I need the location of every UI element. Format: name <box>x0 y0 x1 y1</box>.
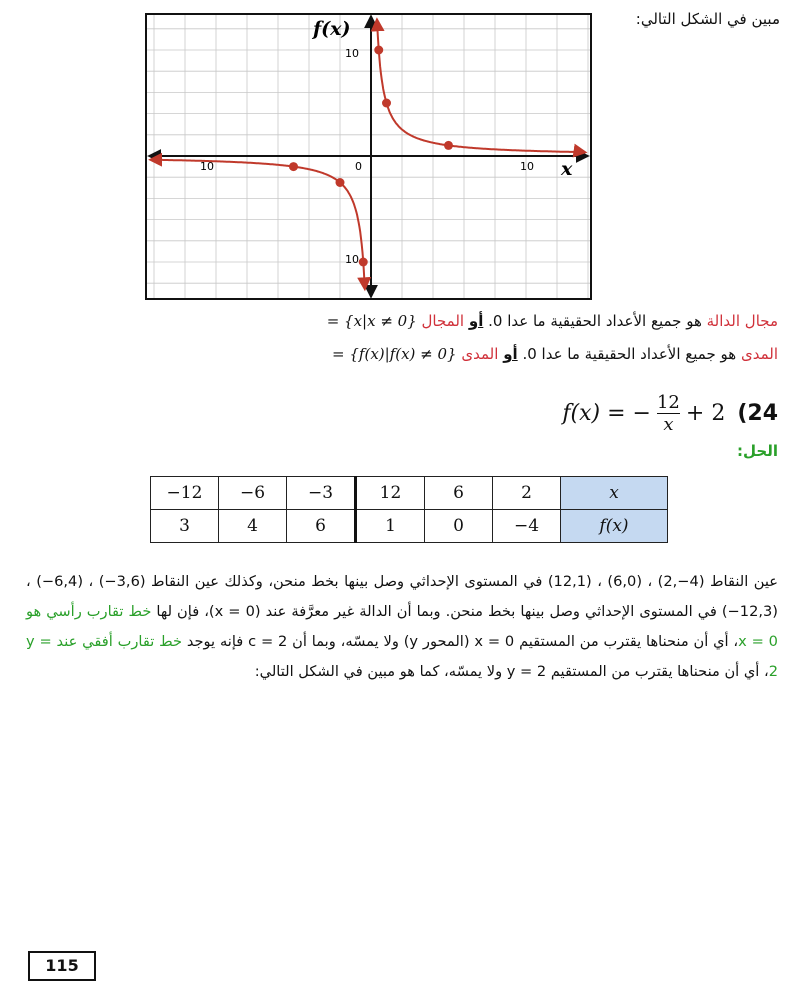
domain-label: المجال <box>421 312 465 330</box>
range-or: أو <box>503 345 518 363</box>
table-cell: −12 <box>151 477 219 510</box>
table-cell: 6 <box>425 477 493 510</box>
table-header-fx: f(x) <box>561 510 668 543</box>
fraction-numerator: 12 <box>656 392 680 413</box>
domain-text: هو جميع الأعداد الحقيقية ما عدا 0. <box>488 312 702 330</box>
problem-24 <box>562 392 778 435</box>
graph-point <box>336 178 345 187</box>
domain-line <box>40 312 778 330</box>
table-header-x: x <box>561 477 668 510</box>
solution-paragraph <box>26 567 778 687</box>
fraction-denominator: x <box>663 414 674 435</box>
graph-point <box>374 46 383 55</box>
table-cell: 0 <box>425 510 493 543</box>
paragraph-part-3: ، أي أن منحناها يقترب من المستقيم y = 2 ولا يمسّه، كما هو مبين في الشكل التالي: <box>254 663 769 680</box>
problem-number: (24 <box>737 401 778 426</box>
paragraph-part-2: ، أي أن منحناها يقترب من المستقيم x = 0 (المحور y) ولا يمسّه، وبما أن c = 2 فإنه يوجد <box>186 633 739 650</box>
x-tick-zero: 0 <box>355 160 362 173</box>
table-cell: 1 <box>356 510 425 543</box>
table-cell: 6 <box>287 510 356 543</box>
domain-math: = {x|x ≠ 0} <box>326 312 417 330</box>
range-math: = {f(x)|f(x) ≠ 0} <box>332 345 457 363</box>
paragraph-part-1: عين النقاط (4−,2) ، (6,0) ، (12,1) في المستوى الإحداثي وصل بينها بخط منحن، وكذلك عين النقاط (3,6−) ، (6,4−) ، (12,3−) في المستوى الإحداثي وصل بينها بخط منحن. وبما أن الدالة غير معرَّفة عند (x = 0)، فإن لها <box>26 573 778 620</box>
range-label: المدى <box>461 345 499 363</box>
problem-lhs: f(x) = − <box>562 401 651 426</box>
graph-point <box>382 99 391 108</box>
table-cell: 3 <box>151 510 219 543</box>
table-cell: 2 <box>493 477 561 510</box>
horizontal-asymptote-text: خط تقارب أفقي عند y = 2 <box>26 633 778 680</box>
x-tick-neg-10: 10 <box>200 160 214 173</box>
domain-term: مجال الدالة <box>706 312 778 330</box>
domain-or: أو <box>468 312 484 330</box>
range-term: المدى <box>740 345 778 363</box>
intro-text: مبين في الشكل التالي: <box>635 10 780 28</box>
page-number: 115 <box>28 951 96 981</box>
y-tick-neg-10: 10 <box>345 253 359 266</box>
table-cell: −6 <box>219 477 287 510</box>
x-tick-pos-10: 10 <box>520 160 534 173</box>
values-table <box>150 476 668 543</box>
graph-point <box>444 141 453 150</box>
solution-label: الحل: <box>737 442 778 460</box>
table-cell: 4 <box>219 510 287 543</box>
vertical-asymptote-text: خط تقارب رأسي هو x = 0 <box>26 603 778 650</box>
x-axis-label: x <box>561 158 573 180</box>
table-cell: −4 <box>493 510 561 543</box>
range-line <box>40 345 778 363</box>
y-axis-label: f(x) <box>313 18 351 40</box>
table-row-x <box>151 477 668 510</box>
problem-fraction <box>657 392 680 435</box>
graph-point <box>359 258 368 267</box>
table-row-fx <box>151 510 668 543</box>
y-tick-pos-10: 10 <box>345 47 359 60</box>
table-cell: 12 <box>356 477 425 510</box>
table-cell: −3 <box>287 477 356 510</box>
problem-rhs: + 2 <box>685 401 726 426</box>
graph-point <box>289 162 298 171</box>
range-text: هو جميع الأعداد الحقيقية ما عدا 0. <box>522 345 737 363</box>
function-graph <box>145 13 592 300</box>
